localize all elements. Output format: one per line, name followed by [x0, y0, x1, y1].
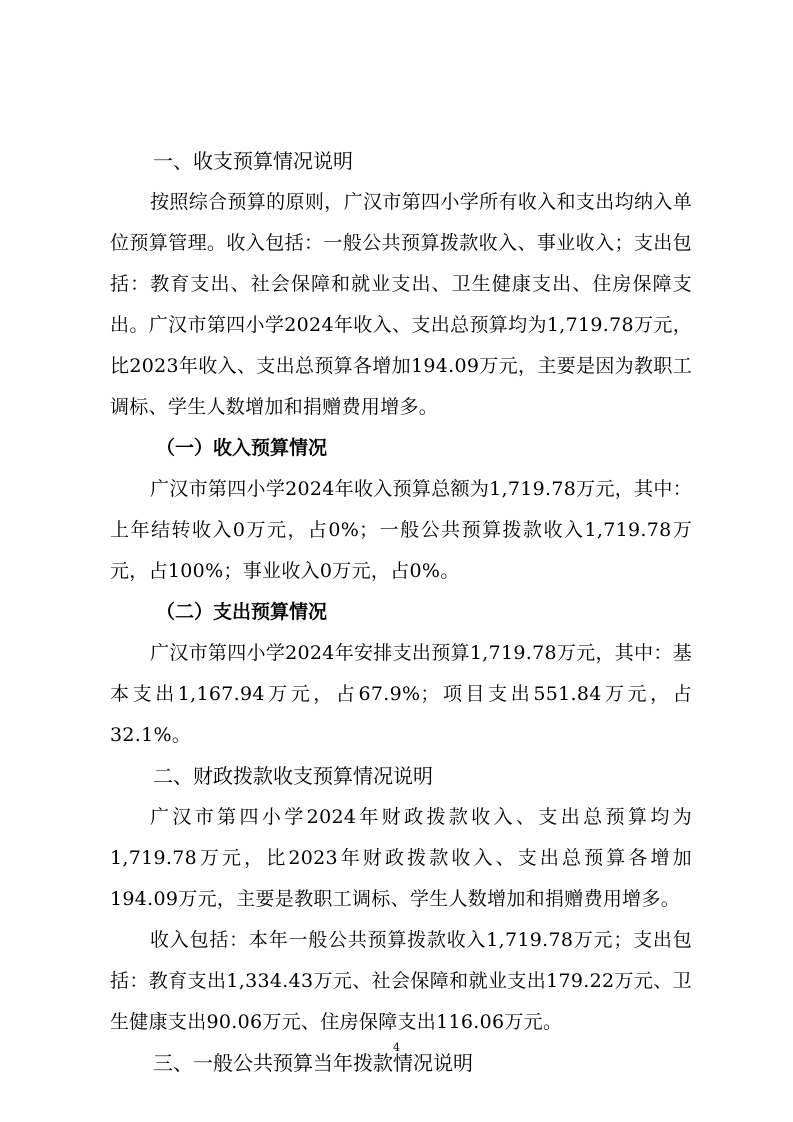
income-budget-paragraph: 广汉市第四小学2024年收入预算总额为1,719.78万元，其中：上年结转收入0万元，占0%；一般公共预算拨款收入1,719.78万元，占100%；事业收入0万元，占0%。 [110, 478, 692, 582]
income-budget-subheading: （一）收入预算情况 [156, 437, 328, 459]
page-content [110, 141, 692, 1084]
section-1-paragraph: 按照综合预算的原则，广汉市第四小学所有收入和支出均纳入单位预算管理。收入包括：一般公共预算拨款收入、事业收入；支出包括：教育支出、社会保障和就业支出、卫生健康支出、住房保障支出。广汉市第四小学2024年收入、支出总预算均为1,719.78万元，比2023年收入、支出总预算各增加194.09万元，主要是因为教职工调标、学生人数增加和捐赠费用增多。 [110, 191, 692, 418]
section-3-heading: 三、一般公共预算当年拨款情况说明 [153, 1051, 473, 1075]
section-2-heading: 二、财政拨款收支预算情况说明 [153, 764, 433, 788]
section-1-heading: 一、收支预算情况说明 [153, 149, 353, 173]
page-number: 4 [393, 1041, 400, 1054]
section-2-paragraph-2: 收入包括：本年一般公共预算拨款收入1,719.78万元；支出包括：教育支出1,334.43万元、社会保障和就业支出179.22万元、卫生健康支出90.06万元、住房保障支出116.06万元。 [110, 929, 692, 1033]
expenditure-budget-paragraph: 广汉市第四小学2024年安排支出预算1,719.78万元，其中：基本支出1,167.94万元，占67.9%；项目支出551.84万元，占32.1%。 [110, 642, 692, 746]
expenditure-budget-subheading: （二）支出预算情况 [156, 601, 328, 623]
section-2-paragraph-1: 广汉市第四小学2024年财政拨款收入、支出总预算均为1,719.78万元，比2023年财政拨款收入、支出总预算各增加194.09万元，主要是教职工调标、学生人数增加和捐赠费用增多。 [110, 806, 692, 910]
